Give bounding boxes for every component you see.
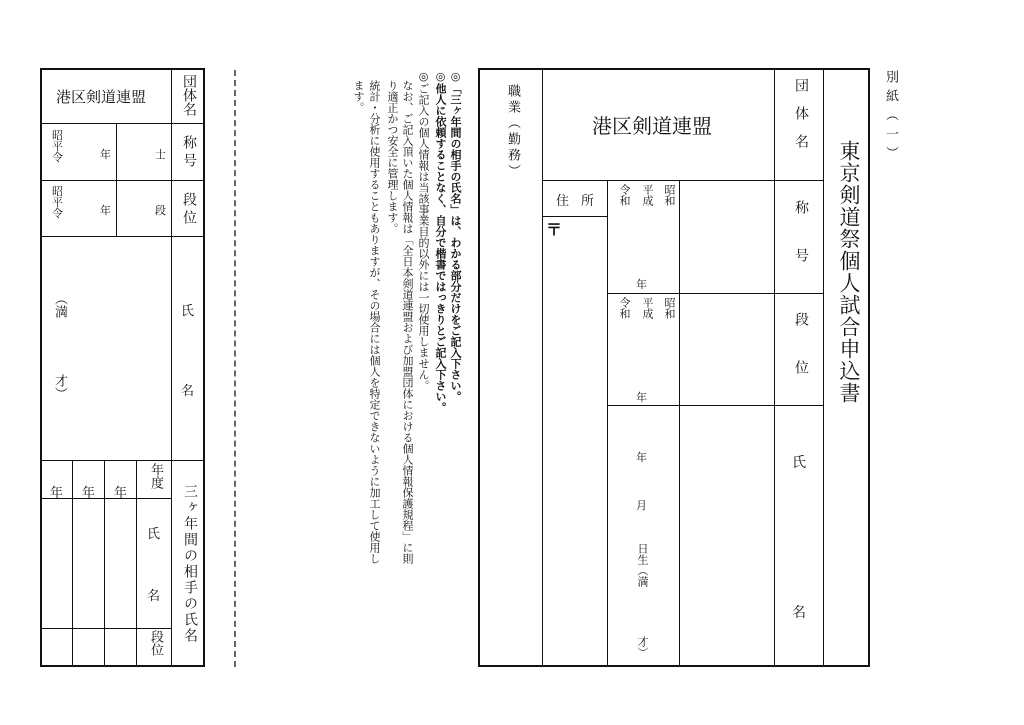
rank-year: 年 <box>636 391 647 404</box>
note-2: ◎他人に依頼することなく、自分で楷書ではっきりとご記入下さい。 <box>434 70 447 413</box>
era-reiwa-2: 令和 <box>618 297 631 319</box>
left-title-era: 昭 平 令 <box>52 129 63 164</box>
right-org-value: 港区剣道連盟 <box>592 114 712 138</box>
left-org-header: 団体名 <box>181 74 197 116</box>
left-fiscal-year-header: 年度 <box>148 463 163 489</box>
era-showa-2: 昭和 <box>663 297 676 319</box>
note-3a: ◎ご記入の個人情報は当該事業目的以外には一切使用しません。 <box>417 70 430 391</box>
note-3e: ます。 <box>352 80 365 113</box>
cut-line <box>234 70 236 667</box>
era-showa-1: 昭和 <box>663 184 676 206</box>
era-heisei-1: 平成 <box>641 184 654 206</box>
left-year-2: 年 <box>82 486 96 501</box>
birth-year: 年 <box>636 451 647 464</box>
left-rank-header: 段位 <box>181 192 197 228</box>
left-title-year: 年 <box>100 148 111 161</box>
note-1: ◎「三ヶ年間の相手の氏名」は、わかる部分だけをご記入下さい。 <box>449 70 462 402</box>
left-age-open: （満 <box>52 292 67 318</box>
era-heisei-2: 平成 <box>641 297 654 319</box>
main-title: 東京剣道祭個人試合申込書 <box>837 140 861 404</box>
left-name-header-1: 氏 <box>181 304 195 319</box>
right-name-header-1: 氏 <box>792 455 806 471</box>
birth-age-close: 才） <box>636 636 649 658</box>
attachment-label: 別紙（一） <box>883 70 898 165</box>
birth-day: 日生（満 <box>636 543 649 587</box>
left-opp-rank: 段位 <box>148 630 163 656</box>
left-opponents-header: 三ヶ年間の相手の氏名 <box>182 484 198 644</box>
left-year-1: 年 <box>50 486 64 501</box>
address-label: 住所 <box>556 194 607 209</box>
left-rank-era: 昭 平 令 <box>52 185 63 220</box>
left-org-value: 港区剣道連盟 <box>56 88 147 106</box>
left-age-close: 才） <box>52 374 67 400</box>
left-rank-suffix: 段 <box>155 204 166 217</box>
birth-month: 月 <box>636 499 647 512</box>
left-title-header: 称号 <box>181 135 197 171</box>
note-3b: なお、ご記入頂いた個人情報は「全日本剣道連盟および加盟団体における個人情報保護規程」に則 <box>401 80 414 564</box>
right-rank-header: 段位 <box>793 312 809 408</box>
left-opp-name-1: 氏 <box>147 527 161 542</box>
era-reiwa-1: 令和 <box>618 184 631 206</box>
note-3d: 統計・分析に使用することもありますが、その場合には個人を特定できないように加工して使用し <box>368 80 381 564</box>
left-name-header-2: 名 <box>181 384 195 399</box>
left-opp-name-2: 名 <box>147 589 161 604</box>
right-form <box>478 68 870 667</box>
right-name-header-2: 名 <box>792 605 806 621</box>
left-title-suffix: 士 <box>155 148 166 161</box>
left-year-3: 年 <box>114 486 128 501</box>
right-org-header: 団体名 <box>793 78 809 162</box>
note-3c: り適正かつ安全に管理します。 <box>386 80 399 234</box>
left-rank-year: 年 <box>100 204 111 217</box>
postal-mark: 〒 <box>546 220 563 239</box>
title-year: 年 <box>636 278 647 291</box>
right-title-header: 称号 <box>793 200 809 296</box>
occupation-label: 職業（勤務） <box>505 84 520 180</box>
